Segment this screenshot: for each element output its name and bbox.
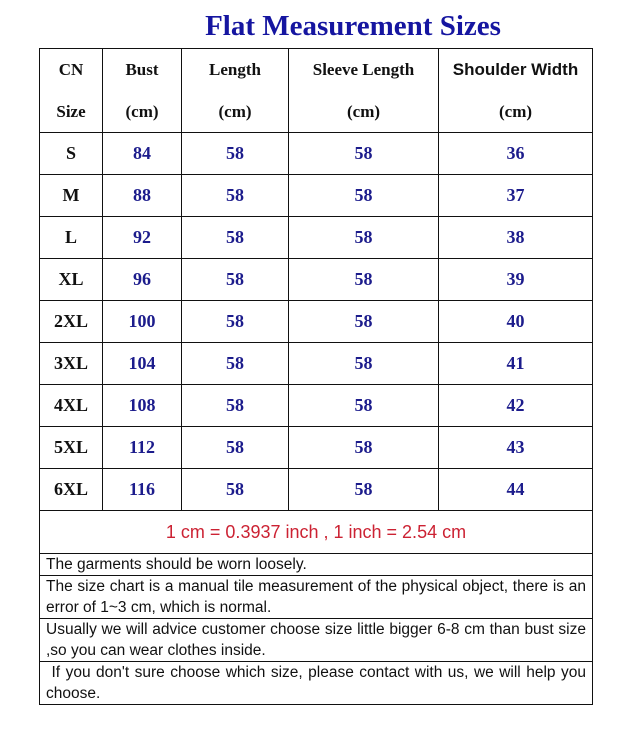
note-row	[40, 576, 593, 619]
note-row	[40, 662, 593, 705]
table-row	[40, 175, 593, 217]
sleeve-value: 58	[289, 301, 439, 343]
length-value: 58	[182, 217, 289, 259]
bust-value: 100	[103, 301, 182, 343]
bust-value: 84	[103, 133, 182, 175]
size-label: S	[40, 133, 103, 175]
note-row	[40, 619, 593, 662]
conversion-row	[40, 511, 593, 554]
length-value: 58	[182, 343, 289, 385]
shoulder-value: 44	[439, 469, 593, 511]
shoulder-value: 37	[439, 175, 593, 217]
table-row	[40, 259, 593, 301]
table-row	[40, 217, 593, 259]
table-row	[40, 469, 593, 511]
sleeve-value: 58	[289, 133, 439, 175]
page-title: Flat Measurement Sizes	[205, 10, 501, 42]
sleeve-value: 58	[289, 427, 439, 469]
bust-value: 88	[103, 175, 182, 217]
sleeve-value: 58	[289, 343, 439, 385]
size-label: 6XL	[40, 469, 103, 511]
size-label: 5XL	[40, 427, 103, 469]
shoulder-value: 40	[439, 301, 593, 343]
table-row	[40, 385, 593, 427]
length-value: 58	[182, 385, 289, 427]
size-label: 4XL	[40, 385, 103, 427]
size-label: XL	[40, 259, 103, 301]
note-contact-us: If you don't sure choose which size, please contact with us, we will help you choose.	[40, 662, 593, 705]
header-bust: Bust (cm)	[103, 49, 182, 133]
sleeve-value: 58	[289, 385, 439, 427]
sleeve-value: 58	[289, 217, 439, 259]
unit-conversion-note: 1 cm = 0.3937 inch , 1 inch = 2.54 cm	[40, 511, 593, 554]
bust-value: 96	[103, 259, 182, 301]
shoulder-value: 39	[439, 259, 593, 301]
shoulder-value: 36	[439, 133, 593, 175]
size-chart-table	[39, 48, 593, 705]
size-label: L	[40, 217, 103, 259]
shoulder-value: 41	[439, 343, 593, 385]
length-value: 58	[182, 175, 289, 217]
length-value: 58	[182, 259, 289, 301]
length-value: 58	[182, 133, 289, 175]
header-length: Length (cm)	[182, 49, 289, 133]
shoulder-value: 38	[439, 217, 593, 259]
length-value: 58	[182, 301, 289, 343]
note-wear-loosely: The garments should be worn loosely.	[40, 554, 593, 576]
size-label: M	[40, 175, 103, 217]
size-label: 3XL	[40, 343, 103, 385]
note-size-advice: Usually we will advice customer choose size little bigger 6-8 cm than bust size ,so you can wear clothes inside.	[40, 619, 593, 662]
note-row	[40, 554, 593, 576]
length-value: 58	[182, 469, 289, 511]
sleeve-value: 58	[289, 259, 439, 301]
shoulder-value: 42	[439, 385, 593, 427]
note-measurement-error: The size chart is a manual tile measurement of the physical object, there is an error of 1~3 cm, which is normal.	[40, 576, 593, 619]
bust-value: 112	[103, 427, 182, 469]
header-shoulder-width: Shoulder Width (cm)	[439, 49, 593, 133]
bust-value: 104	[103, 343, 182, 385]
bust-value: 92	[103, 217, 182, 259]
header-cn-size: CN Size	[40, 49, 103, 133]
header-sleeve-length: Sleeve Length (cm)	[289, 49, 439, 133]
table-row	[40, 133, 593, 175]
shoulder-value: 43	[439, 427, 593, 469]
table-row	[40, 427, 593, 469]
bust-value: 108	[103, 385, 182, 427]
header-row	[40, 49, 593, 133]
bust-value: 116	[103, 469, 182, 511]
table-row	[40, 301, 593, 343]
length-value: 58	[182, 427, 289, 469]
sleeve-value: 58	[289, 469, 439, 511]
table-row	[40, 343, 593, 385]
size-label: 2XL	[40, 301, 103, 343]
sleeve-value: 58	[289, 175, 439, 217]
